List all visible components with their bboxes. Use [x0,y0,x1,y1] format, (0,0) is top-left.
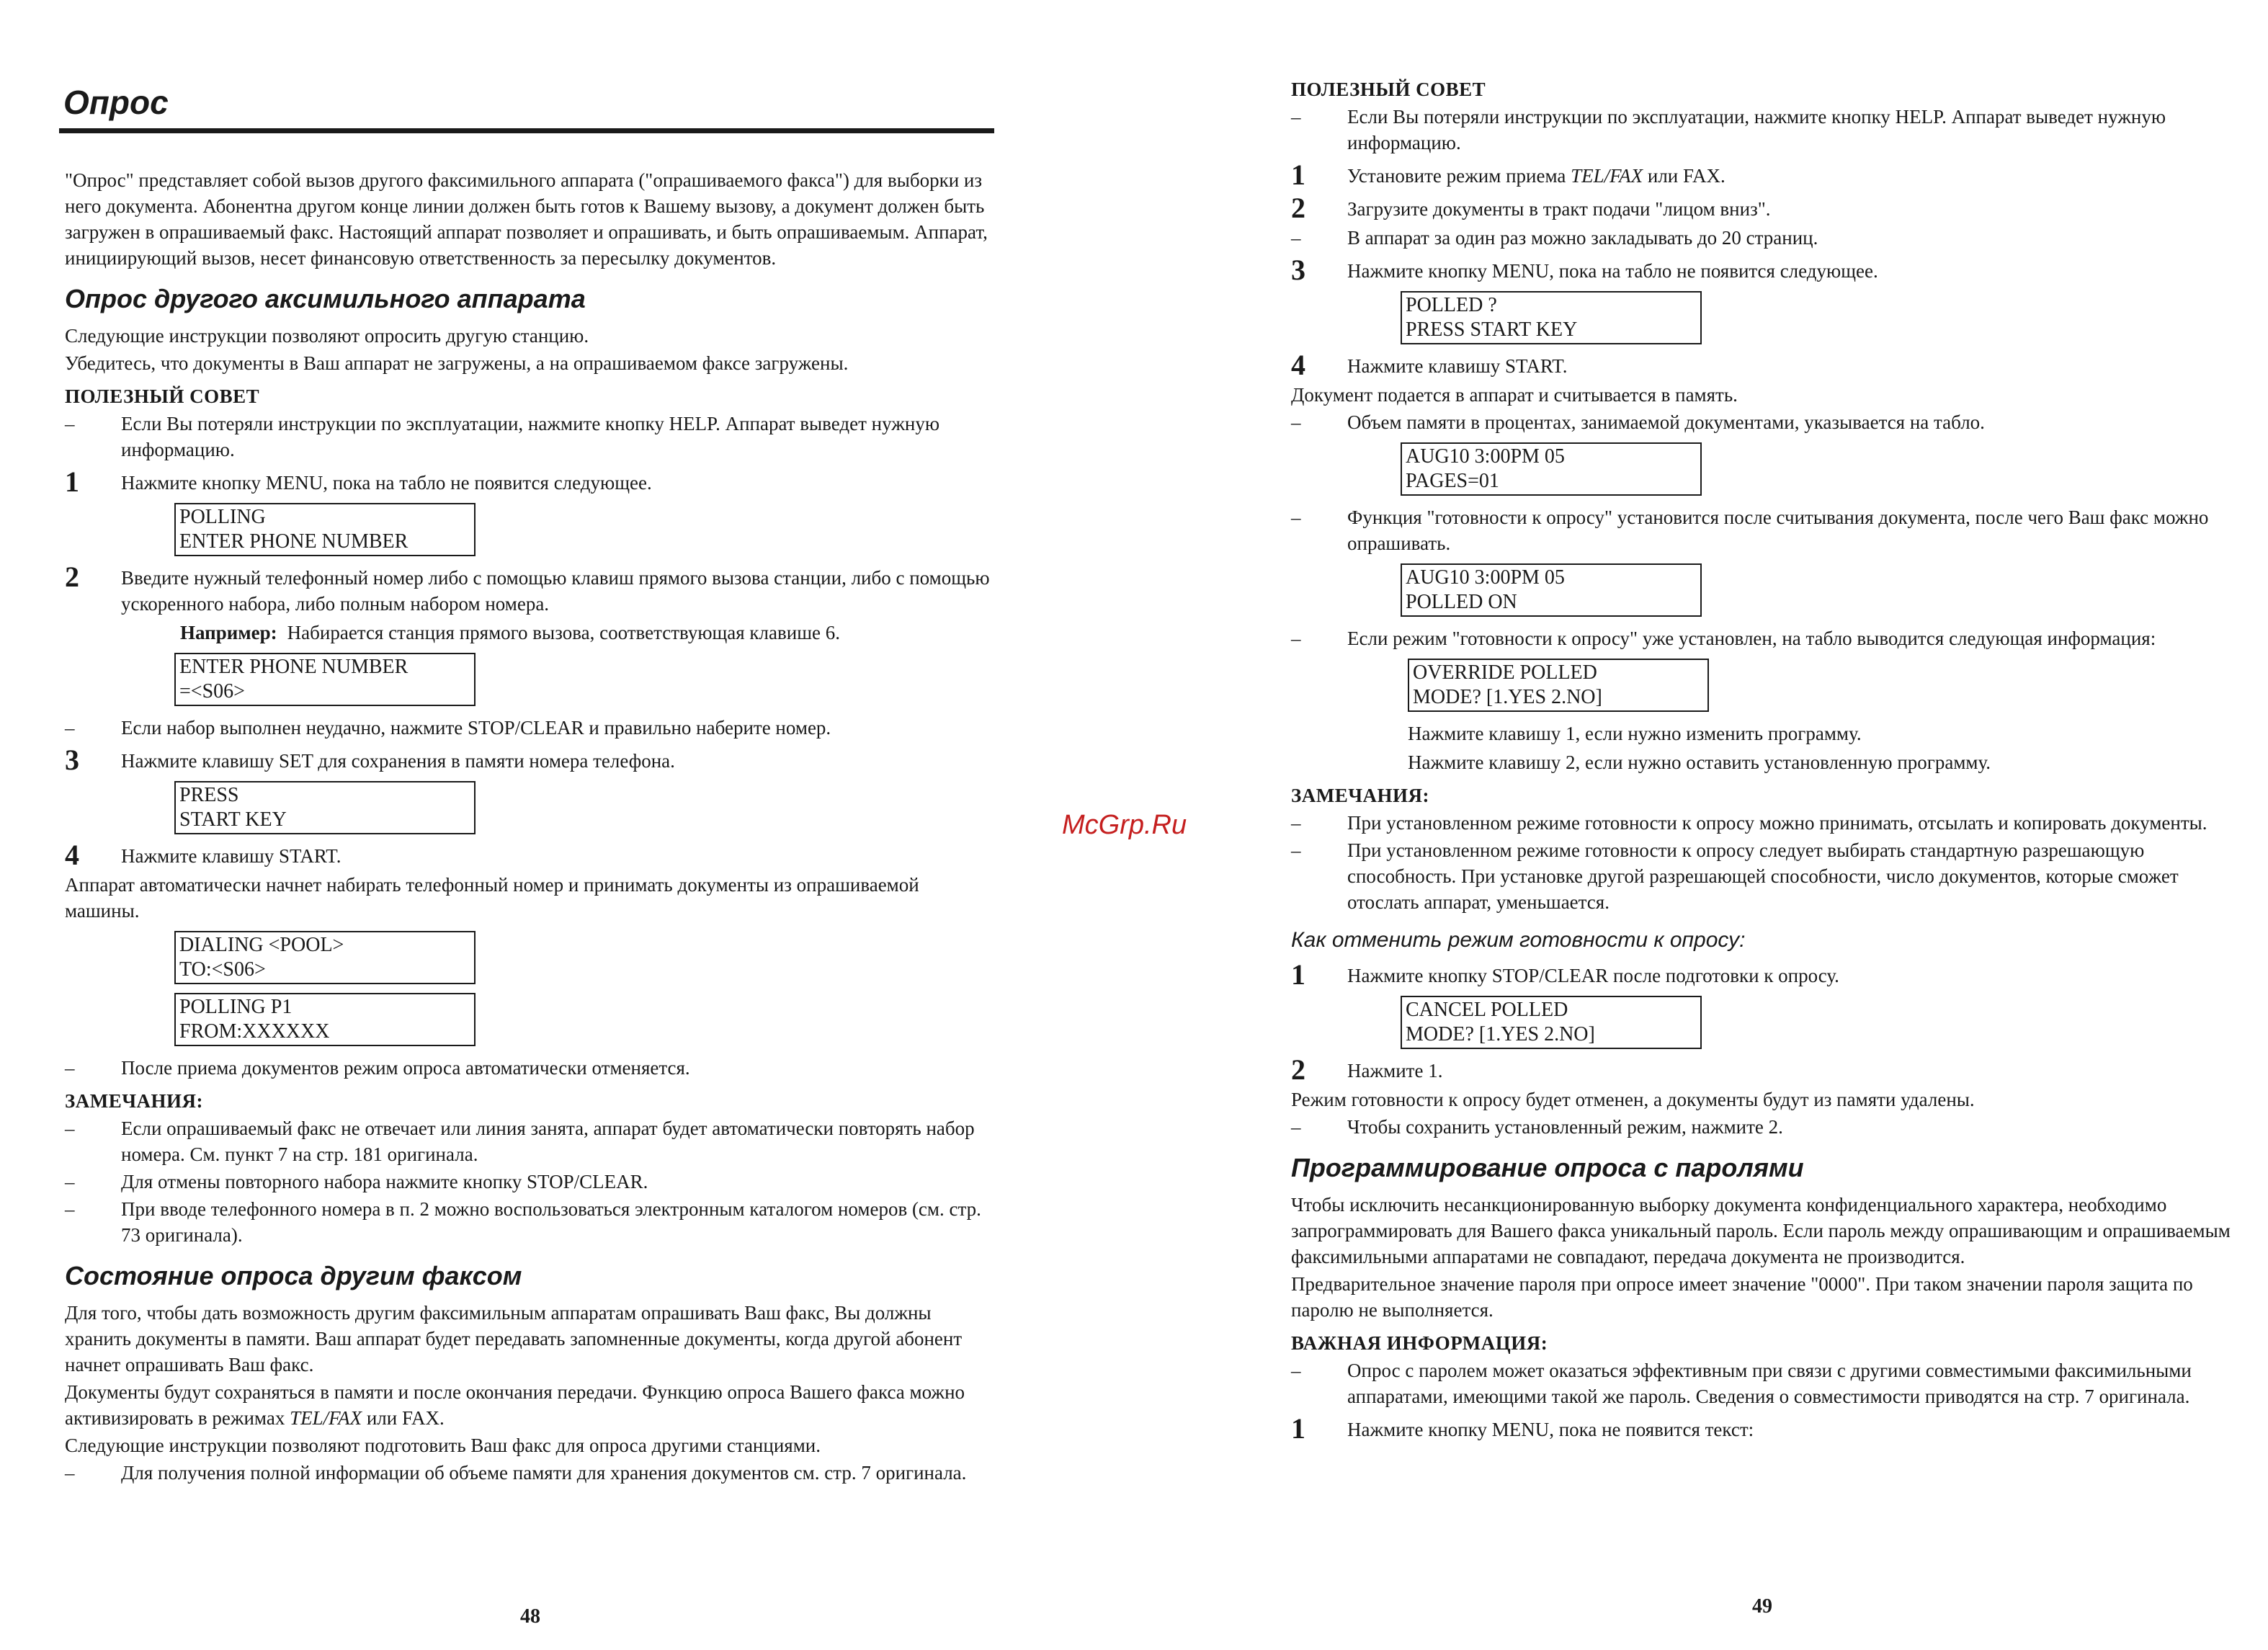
step-1: 1 Нажмите кнопку MENU, пока на табло не появится следующее. [65,465,652,498]
cancel-heading: Как отменить режим готовности к опросу: [1291,928,1746,952]
dash-item: – Функция "готовности к опросу" установится после считывания документа, после чего Ваш факс можно опрашивать. [1291,507,2209,554]
tip-item: – Если Вы потеряли инструкции по эксплуатации, нажмите кнопку HELP. Аппарат выведет нужную информацию. [65,413,940,460]
intro-paragraph: "Опрос" представляет собой вызов другого факсимильного аппарата ("опрашиваемого факса") для выборки из него документа. Абонентна другом конце линии должен быть готов к Вашему вызову, а документ должен быть загружен в опрашиваемый факс. Настоящий аппарат позволяет и опрашивать, и быть опрашиваемым. Аппарат, инициирующий вызов, несет финансовую ответственность за пересылку документов. [65,169,988,269]
notes-label: ЗАМЕЧАНИЯ: [1291,785,1430,806]
lcd-display: PRESS START KEY [174,781,476,834]
step-2: 2 Введите нужный телефонный номер либо с помощью клавиш прямого вызова станции, либо с помощью ускоренного набора, либо полным набором номера. [65,561,990,615]
tip-label: ПОЛЕЗНЫЙ СОВЕТ [65,385,260,407]
instruction-line: Нажмите клавишу 1, если нужно изменить программу. [1408,723,1862,744]
paragraph: Для того, чтобы дать возможность другим факсимильным аппаратам опрашивать Ваш факс, Вы должны хранить документы в памяти. Ваш аппарат будет передавать запомненные документы, когда другой абонент начнет опрашивать Ваш факс. [65,1302,963,1375]
title-rule [59,128,994,133]
paragraph: Следующие инструкции позволяют подготовить Ваш факс для опроса другими станциями. [65,1435,821,1456]
step-4: 4 Нажмите клавишу START. [1291,349,1568,381]
page-number: 48 [520,1605,540,1628]
lcd-display: POLLED ? PRESS START KEY [1401,291,1702,344]
lcd-display: OVERRIDE POLLED MODE? [1.YES 2.NO] [1408,659,1709,712]
step-1: 1 Установите режим приема TEL/FAX или FAX. [1291,159,1725,191]
paragraph: Документ подается в аппарат и считывается в память. [1291,384,1738,406]
watermark: McGrp.Ru [1062,810,1187,840]
lcd-display: CANCEL POLLED MODE? [1.YES 2.NO] [1401,996,1702,1049]
page-number: 49 [1752,1595,1772,1618]
dash-item: – Если режим "готовности к опросу" уже установлен, на табло выводится следующая информация: [1291,628,2156,649]
right-text-flow [1291,76,2231,1445]
example-line: Например: Набирается станция прямого вызова, соответствующая клавише 6. [180,622,840,643]
note-item: – При установленном режиме готовности к опросу следует выбирать стандартную разрешающую способность. При установке другой разрешающей способности, число документов, которые сможет отослать аппарат, уменьшается. [1291,839,2179,913]
step-3: 3 Нажмите клавишу SET для сохранения в памяти номера телефона. [65,744,675,776]
lcd-display: POLLING P1 FROM:XXXXXX [174,993,476,1046]
page-title: Опрос [63,84,169,121]
step-2: 2 Загрузите документы в тракт подачи "лицом вниз". [1291,192,1771,224]
dash-item: – После приема документов режим опроса автоматически отменяется. [65,1057,690,1079]
lcd-display: DIALING <POOL> TO:<S06> [174,931,476,984]
paragraph: Режим готовности к опросу будет отменен, а документы будут из памяти удалены. [1291,1089,1975,1110]
paragraph: Убедитесь, что документы в Ваш аппарат не загружены, а на опрашиваемом факсе загружены. [65,352,849,374]
lcd-display: AUG10 3:00PM 05 PAGES=01 [1401,442,1702,496]
lcd-display: AUG10 3:00PM 05 POLLED ON [1401,563,1702,617]
note-item: – При установленном режиме готовности к опросу можно принимать, отсылать и копировать документы. [1291,812,2207,834]
dash-item: – Объем памяти в процентах, занимаемой документами, указывается на табло. [1291,411,1985,433]
cancel-step-2: 2 Нажмите 1. [1291,1053,1443,1086]
section-heading-password-poll: Программирование опроса с паролями [1291,1153,1804,1182]
instruction-line: Нажмите клавишу 2, если нужно оставить установленную программу. [1408,752,1991,773]
tip-label: ПОЛЕЗНЫЙ СОВЕТ [1291,79,1486,100]
note-item: – Если опрашиваемый факс не отвечает или линия занята, аппарат будет автоматически повторять набор номера. См. пункт 7 на стр. 181 оригинала. [65,1118,975,1165]
tip-item: – Если Вы потеряли инструкции по эксплуатации, нажмите кнопку HELP. Аппарат выведет нужную информацию. [1291,106,2166,153]
section-heading-poll-other: Опрос другого аксимильного аппарата [65,284,586,313]
dash-item: – В аппарат за один раз можно закладывать до 20 страниц. [1291,227,1818,249]
step-3: 3 Нажмите кнопку MENU, пока на табло не появится следующее. [1291,254,1878,286]
password-step-1: 1 Нажмите кнопку MENU, пока не появится текст: [1291,1412,1754,1445]
step-4: 4 Нажмите клавишу START. [65,839,341,871]
dash-item: – Если набор выполнен неудачно, нажмите STOP/CLEAR и правильно наберите номер. [65,717,831,739]
lcd-display: POLLING ENTER PHONE NUMBER [174,503,476,556]
section-heading-polled-state: Состояние опроса другим факсом [65,1261,522,1290]
left-text-flow [65,167,994,1487]
cancel-step-1: 1 Нажмите кнопку STOP/CLEAR после подготовки к опросу. [1291,958,1839,991]
paragraph: Аппарат автоматически начнет набирать телефонный номер и принимать документы из опрашиваемой машины. [65,874,919,922]
important-item: – Опрос с паролем может оказаться эффективным при связи с другими совместимыми факсимильными аппаратами, имеющими такой же пароль. Сведения о совместимости приводятся на стр. 7 оригинала. [1291,1360,2192,1407]
important-label: ВАЖНАЯ ИНФОРМАЦИЯ: [1291,1332,1548,1354]
paragraph: Документы будут сохраняться в памяти и после окончания передачи. Функцию опроса Вашего факса можно активизировать в режимах TEL/FAX или FAX. [65,1381,965,1429]
note-item: – При вводе телефонного номера в п. 2 можно воспользоваться электронным каталогом номеров (см. стр. 73 оригинала). [65,1198,981,1246]
lcd-display: ENTER PHONE NUMBER =<S06> [174,653,476,706]
paragraph: Чтобы исключить несанкционированную выборку документа конфиденциального характера, необходимо запрограммировать для Вашего факса уникальный пароль. Если пароль между опрашивающим и опрашиваемым факсимильными аппаратами не совпадают, передача документа не производится. [1291,1194,2231,1267]
notes-label: ЗАМЕЧАНИЯ: [65,1090,204,1112]
paragraph: Предварительное значение пароля при опросе имеет значение "0000". При таком значении пароля защита по паролю не выполняется. [1291,1273,2193,1321]
dash-item: – Чтобы сохранить установленный режим, нажмите 2. [1291,1116,1783,1138]
note-item: – Для отмены повторного набора нажмите кнопку STOP/CLEAR. [65,1171,648,1192]
dash-item: – Для получения полной информации об объеме памяти для хранения документов см. стр. 7 оригинала. [65,1462,967,1484]
paragraph: Следующие инструкции позволяют опросить другую станцию. [65,325,589,347]
